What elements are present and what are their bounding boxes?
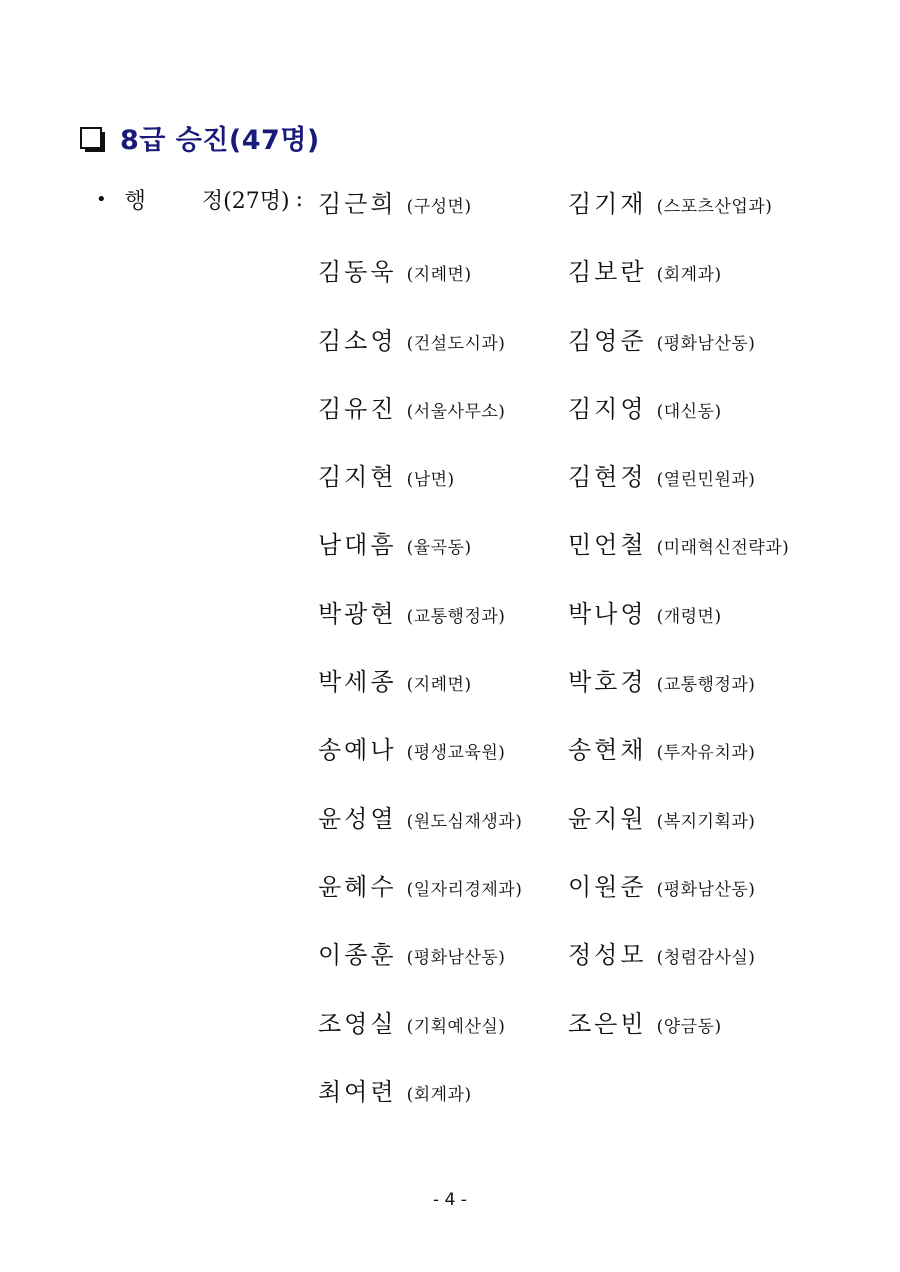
category-row [96, 184, 303, 215]
list-item [318, 525, 568, 561]
department: (평화남산동) [406, 948, 506, 969]
category-colon: : [295, 187, 303, 212]
list-item [318, 321, 568, 357]
promotion-list [318, 184, 878, 1140]
department: (건설도시과) [406, 333, 506, 354]
section-title: 8급 승진(47명) [120, 125, 320, 156]
list-item [318, 389, 568, 425]
department: (개령면) [656, 606, 722, 627]
employee-name: 남대흠 [318, 531, 397, 560]
list-item [568, 525, 878, 561]
department: (복지기획과) [656, 811, 756, 832]
department: (투자유치과) [656, 743, 756, 764]
list-item [568, 457, 878, 493]
list-item [318, 457, 568, 493]
list-item [318, 1072, 568, 1108]
list-item [568, 662, 878, 698]
department: (평화남산동) [656, 333, 756, 354]
category-label-end: 정(27명) [201, 189, 290, 214]
department: (율곡동) [406, 538, 472, 559]
checkbox-square-icon [80, 127, 102, 149]
department: (평생교육원) [406, 743, 506, 764]
employee-name: 이원준 [568, 872, 647, 901]
employee-name: 박호경 [568, 668, 647, 697]
employee-name: 김동욱 [318, 258, 397, 287]
department: (미래혁신전략과) [656, 538, 790, 559]
list-item [568, 321, 878, 357]
department: (구성면) [406, 197, 472, 217]
list-item [318, 594, 568, 630]
employee-name: 김근희 [318, 190, 397, 218]
department: (서울사무소) [406, 401, 506, 422]
employee-name: 박나영 [568, 599, 647, 628]
list-item [318, 935, 568, 971]
employee-name: 정성모 [568, 941, 647, 970]
list-item [318, 1004, 568, 1040]
department: (일자리경제과) [406, 879, 523, 900]
department: (회계과) [656, 265, 722, 286]
employee-name: 김영준 [568, 326, 647, 355]
list-item [568, 594, 878, 630]
list-item [568, 730, 878, 766]
list-item [568, 252, 878, 288]
employee-name: 민언철 [568, 531, 647, 560]
employee-name: 윤지원 [568, 804, 647, 833]
list-item [568, 935, 878, 971]
department: (대신동) [656, 401, 722, 422]
page-number: - 4 - [433, 1190, 467, 1210]
department: (양금동) [656, 1016, 722, 1037]
section-heading [80, 118, 320, 157]
department: (지례면) [406, 265, 472, 286]
list-item [568, 867, 878, 903]
employee-name: 최여련 [318, 1077, 397, 1106]
department: (지례면) [406, 675, 472, 696]
department: (회계과) [406, 1084, 472, 1105]
employee-name: 김보란 [568, 258, 647, 287]
list-item [318, 799, 568, 835]
employee-name: 김소영 [318, 326, 397, 355]
department: (교통행정과) [656, 675, 756, 696]
employee-name: 송현채 [568, 736, 647, 765]
employee-name: 김기재 [568, 190, 647, 218]
employee-name: 송예나 [318, 736, 397, 765]
category-label-start: 행 [124, 189, 146, 214]
department: (원도심재생과) [406, 811, 523, 832]
list-item [568, 184, 878, 220]
list-item [318, 730, 568, 766]
employee-name: 윤혜수 [318, 872, 397, 901]
list-item [318, 252, 568, 288]
employee-name: 김지영 [568, 394, 647, 423]
employee-name: 김유진 [318, 394, 397, 423]
department: (열린민원과) [656, 470, 756, 491]
list-item [568, 389, 878, 425]
employee-name: 김현정 [568, 463, 647, 492]
department: (청렴감사실) [656, 948, 756, 969]
employee-name: 김지현 [318, 463, 397, 492]
bullet-icon: • [96, 189, 107, 210]
list-item [568, 799, 878, 835]
employee-name: 윤성열 [318, 804, 397, 833]
list-item [318, 867, 568, 903]
employee-name: 박세종 [318, 668, 397, 697]
department: (스포츠산업과) [656, 197, 773, 217]
list-item [318, 662, 568, 698]
department: (평화남산동) [656, 879, 756, 900]
department: (교통행정과) [406, 606, 506, 627]
employee-name: 조은빈 [568, 1009, 647, 1038]
list-item [318, 184, 568, 220]
employee-name: 박광현 [318, 599, 397, 628]
employee-name: 조영실 [318, 1009, 397, 1038]
list-item [568, 1004, 878, 1040]
department: (남면) [406, 470, 455, 491]
department: (기획예산실) [406, 1016, 506, 1037]
employee-name: 이종훈 [318, 941, 397, 970]
